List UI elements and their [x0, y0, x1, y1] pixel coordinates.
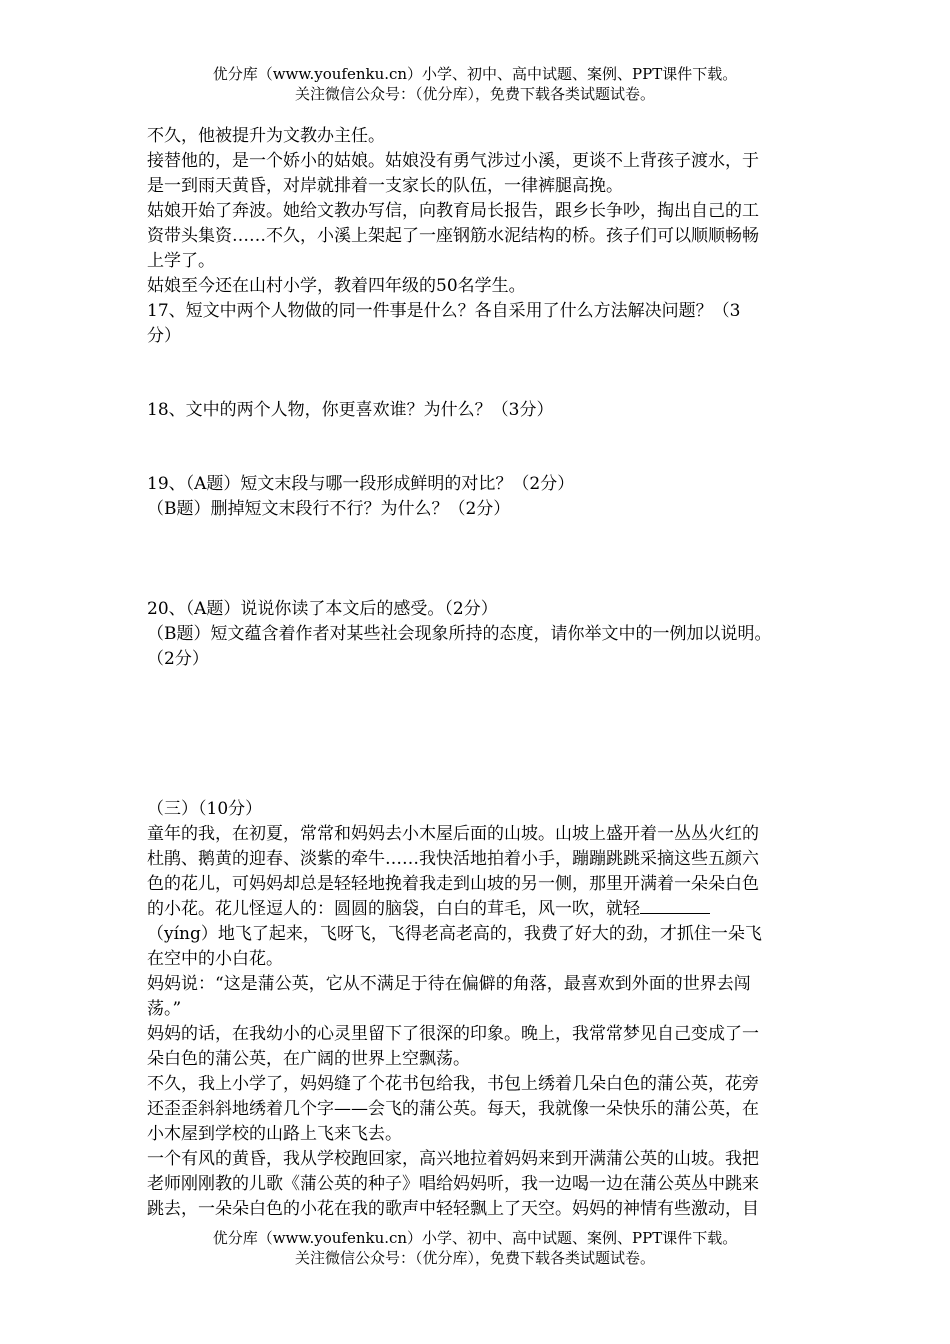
passage-line: 姑娘至今还在山村小学，教着四年级的50名学生。: [147, 276, 526, 296]
section-three: [147, 797, 817, 1222]
question-17-score: 分）: [147, 326, 181, 346]
passage-line: 不久，他被提升为文教办主任。: [147, 126, 385, 146]
page-header: [0, 64, 950, 104]
passage-line: 小木屋到学校的山路上飞来飞去。: [147, 1124, 402, 1144]
passage-line: 在空中的小白花。: [147, 949, 283, 969]
question-20-a: 20、（A题）说说你读了本文后的感受。（2分）: [147, 599, 498, 619]
passage-line: 一个有风的黄昏，我从学校跑回家，高兴地拉着妈妈来到开满蒲公英的山坡。我把: [147, 1149, 759, 1169]
passage-line: 还歪歪斜斜地绣着几个字——会飞的蒲公英。每天，我就像一朵快乐的蒲公英，在: [147, 1099, 759, 1119]
passage-line: 色的花儿，可妈妈却总是轻轻地挽着我走到山坡的另一侧，那里开满着一朵朵白色: [147, 874, 759, 894]
page-footer: [0, 1228, 950, 1268]
passage-line: 妈妈说：“这是蒲公英，它从不满足于待在偏僻的角落，最喜欢到外面的世界去闯: [147, 974, 751, 994]
passage-line: 接替他的，是一个娇小的姑娘。姑娘没有勇气涉过小溪，更谈不上背孩子渡水，于: [147, 151, 759, 171]
question-18-block: [147, 398, 817, 423]
section-three-title: （三）（10分）: [147, 799, 263, 819]
question-19-block: [147, 472, 817, 522]
header-line-2: 关注微信公众号：（优分库），免费下载各类试题试卷。: [294, 85, 655, 103]
question-20-score: （2分）: [147, 649, 209, 669]
question-17: 17、短文中两个人物做的同一件事是什么？各自采用了什么方法解决问题？（3: [147, 301, 741, 321]
passage-line: 童年的我，在初夏，常常和妈妈去小木屋后面的山坡。山坡上盛开着一丛丛火红的: [147, 824, 759, 844]
passage-line: 朵白色的蒲公英，在广阔的世界上空飘荡。: [147, 1049, 470, 1069]
passage-line: 资带头集资……不久，小溪上架起了一座钢筋水泥结构的桥。孩子们可以顺顺畅畅: [147, 226, 759, 246]
passage-line: 荡。”: [147, 999, 182, 1019]
footer-line-2: 关注微信公众号：（优分库），免费下载各类试题试卷。: [294, 1249, 655, 1267]
passage-line: 不久，我上小学了，妈妈缝了个花书包给我，书包上绣着几朵白色的蒲公英，花旁: [147, 1074, 759, 1094]
passage-line: 是一到雨天黄昏，对岸就排着一支家长的队伍，一律裤腿高挽。: [147, 176, 623, 196]
passage-line: 妈妈的话，在我幼小的心灵里留下了很深的印象。晚上，我常常梦见自己变成了一: [147, 1024, 759, 1044]
footer-line-1: 优分库（www.youfenku.cn）小学、初中、高中试题、案例、PPT课件下载。: [212, 1229, 738, 1247]
question-19-a: 19、（A题）短文末段与哪一段形成鲜明的对比？（2分）: [147, 474, 575, 494]
question-20-block: [147, 597, 817, 672]
passage-two-ending: [147, 124, 817, 349]
passage-line: 老师刚刚教的儿歌《蒲公英的种子》唱给妈妈听，我一边喝一边在蒲公英丛中跳来: [147, 1174, 759, 1194]
passage-line-with-blank: [147, 897, 817, 922]
header-line-1: 优分库（www.youfenku.cn）小学、初中、高中试题、案例、PPT课件下载。: [212, 65, 738, 83]
passage-line: 上学了。: [147, 251, 215, 271]
passage-line-text: 的小花。花儿怪逗人的：圆圆的脑袋，白白的茸毛，风一吹，就轻: [147, 899, 640, 919]
question-18: 18、文中的两个人物，你更喜欢谁？为什么？（3分）: [147, 400, 554, 420]
passage-line: 姑娘开始了奔波。她给文教办写信，向教育局长报告，跟乡长争吵，掏出自己的工: [147, 201, 759, 221]
passage-line: （yíng）地飞了起来，飞呀飞，飞得老高老高的，我费了好大的劲，才抓住一朵飞: [147, 924, 762, 944]
question-20-b: （B题）短文蕴含着作者对某些社会现象所持的态度，请你举文中的一例加以说明。: [147, 624, 772, 644]
passage-line: 跳去，一朵朵白色的小花在我的歌声中轻轻飘上了天空。妈妈的神情有些激动，目: [147, 1199, 759, 1219]
fill-in-blank: [640, 897, 710, 914]
question-19-b: （B题）删掉短文末段行不行？为什么？（2分）: [147, 499, 511, 519]
passage-line: 杜鹃、鹅黄的迎春、淡紫的牵牛……我快活地拍着小手，蹦蹦跳跳采摘这些五颜六: [147, 849, 759, 869]
